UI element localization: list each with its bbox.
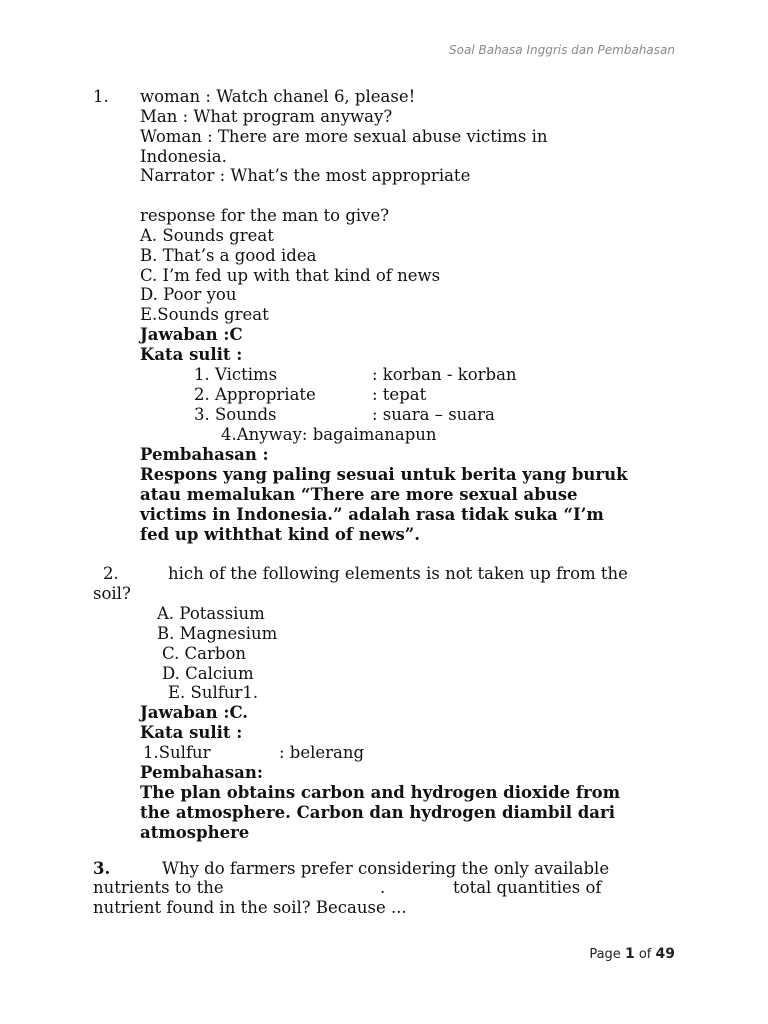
q1-dialog-line: Man : What program anyway? — [140, 107, 393, 126]
q1-discussion-line: victims in Indonesia.” adalah rasa tidak suka “I’m — [140, 505, 604, 524]
q1-vocab-term: 1. Victims — [194, 365, 278, 384]
q2-question: soil? — [93, 584, 131, 603]
q3-text: total quantities of — [453, 878, 602, 897]
q1-number: 1. — [93, 87, 109, 106]
q2-question: hich of the following elements is not taken up from the — [168, 564, 628, 583]
q2-discussion-line: the atmosphere. Carbon dan hydrogen diambil dari — [140, 803, 615, 822]
q1-discussion-line: fed up withthat kind of news”. — [140, 525, 420, 544]
q2-number: 2. — [103, 564, 119, 583]
page-footer — [589, 946, 675, 962]
q2-option: A. Potassium — [157, 604, 265, 623]
q1-option: E.Sounds great — [140, 305, 269, 324]
q1-discussion-title: Pembahasan : — [140, 445, 269, 464]
q3-text: Why do farmers prefer considering the only available — [162, 859, 610, 878]
q2-option: E. Sulfur1. — [168, 683, 259, 702]
q1-vocab-extra: 4.Anyway: bagaimanapun — [221, 425, 437, 444]
q1-vocab-meaning: : tepat — [372, 385, 427, 404]
q1-option: A. Sounds great — [140, 226, 274, 245]
q2-option: D. Calcium — [162, 664, 254, 683]
q1-vocab-term: 2. Appropriate — [194, 385, 316, 404]
q1-dialog-line: Narrator : What’s the most appropriate — [140, 166, 471, 185]
q2-vocab-title: Kata sulit : — [140, 723, 243, 742]
of-word: of — [638, 947, 652, 962]
q1-vocab-meaning: : korban - korban — [372, 365, 517, 384]
q3-text: . — [380, 878, 386, 897]
q2-option: C. Carbon — [162, 644, 246, 663]
total-pages: 49 — [655, 946, 675, 962]
q3-number: 3. — [93, 859, 111, 878]
q1-option: B. That’s a good idea — [140, 246, 317, 265]
q1-prompt: response for the man to give? — [140, 206, 390, 225]
q2-discussion-line: atmosphere — [140, 823, 250, 842]
q1-option: D. Poor you — [140, 285, 237, 304]
q1-dialog-line: Woman : There are more sexual abuse victims in — [140, 127, 548, 146]
page-number: 1 — [624, 946, 635, 962]
q2-vocab-meaning: : belerang — [279, 743, 365, 762]
q2-answer: Jawaban :C. — [140, 703, 249, 722]
q2-discussion-line: The plan obtains carbon and hydrogen dioxide from — [140, 783, 621, 802]
q1-answer: Jawaban :C — [140, 325, 243, 344]
q3-text: nutrient found in the soil? Because ... — [93, 898, 407, 917]
q1-vocab-meaning: : suara – suara — [372, 405, 495, 424]
page-word: Page — [589, 947, 621, 962]
q1-dialog-line: woman : Watch chanel 6, please! — [140, 87, 416, 106]
document-header: Soal Bahasa Inggris dan Pembahasan — [449, 43, 675, 57]
q1-discussion-line: atau memalukan “There are more sexual abuse — [140, 485, 578, 504]
q1-discussion-line: Respons yang paling sesuai untuk berita yang buruk — [140, 465, 628, 484]
q2-discussion-title: Pembahasan: — [140, 763, 263, 782]
q1-vocab-title: Kata sulit : — [140, 345, 243, 364]
q1-vocab-term: 3. Sounds — [194, 405, 277, 424]
q1-option: C. I’m fed up with that kind of news — [140, 266, 441, 285]
q3-text: nutrients to the — [93, 878, 224, 897]
q2-vocab-term: 1.Sulfur — [143, 743, 211, 762]
q2-option: B. Magnesium — [157, 624, 278, 643]
q1-dialog-line: Indonesia. — [140, 147, 227, 166]
